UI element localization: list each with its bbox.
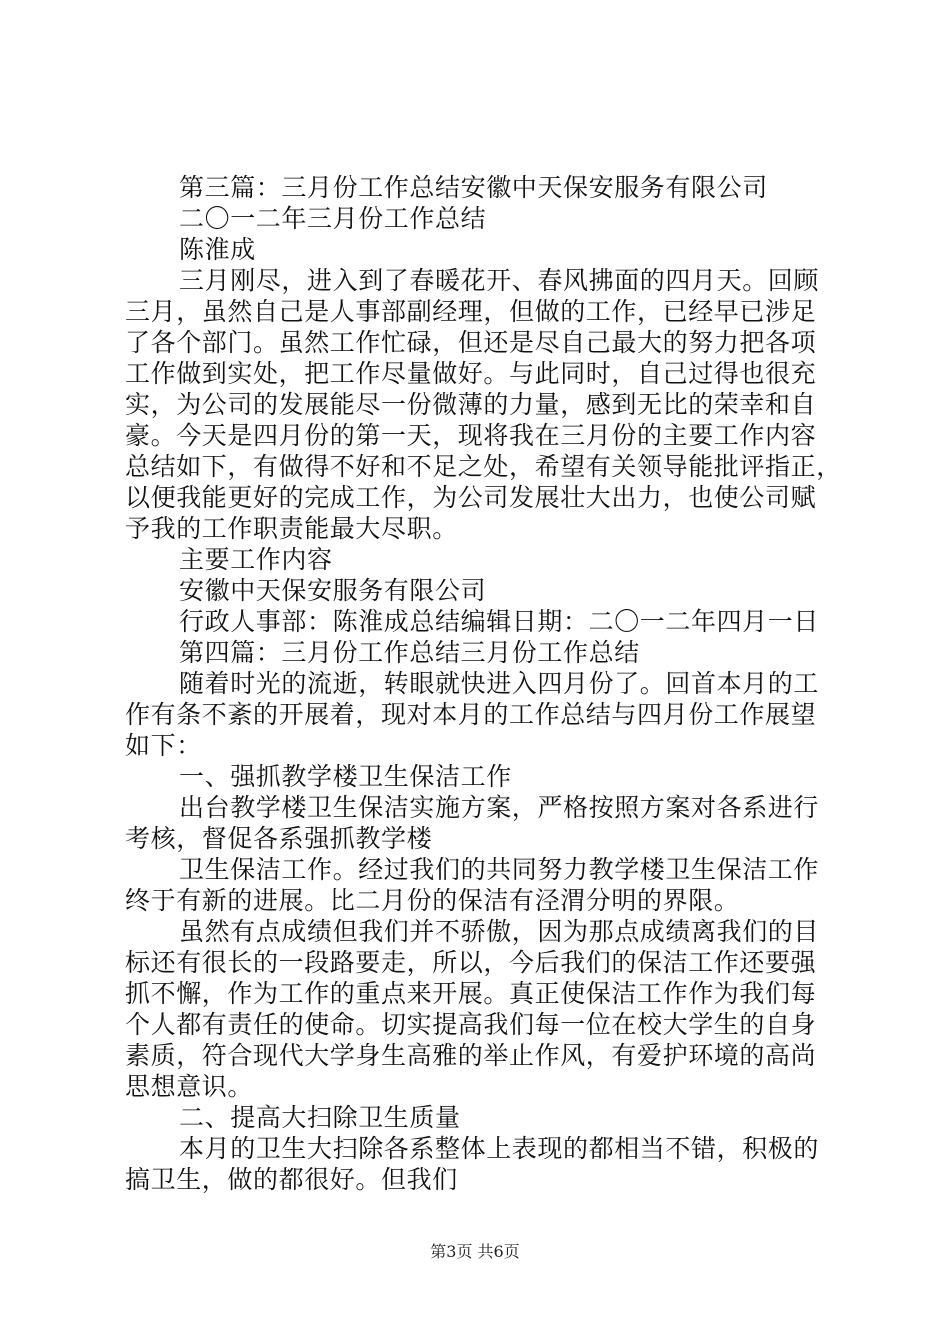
document-line: 工作做到实处，把工作尽量做好。与此同时，自己过得也很充 — [125, 359, 817, 388]
page-number-label: 第3页 共6页 — [430, 1242, 520, 1261]
document-line: 虽然有点成绩但我们并不骄傲，因为那点成绩离我们的目 — [179, 917, 820, 946]
document-line: 以便我能更好的完成工作，为公司发展壮大出力，也使公司赋 — [125, 483, 817, 512]
document-line: 总结如下，有做得不好和不足之处，希望有关领导能批评指正， — [125, 452, 842, 481]
page-footer — [0, 1242, 950, 1262]
document-line: 陈淮成 — [179, 235, 256, 264]
document-line: 出台教学楼卫生保洁实施方案，严格按照方案对各系进行 — [179, 793, 820, 822]
document-line: 考核，督促各系强抓教学楼 — [125, 824, 433, 853]
document-line: 实，为公司的发展能尽一份微薄的力量，感到无比的荣幸和自 — [125, 390, 817, 419]
document-line: 随着时光的流逝，转眼就快进入四月份了。回首本月的工 — [179, 669, 820, 698]
document-line: 思想意识。 — [125, 1072, 254, 1101]
document-line: 安徽中天保安服务有限公司 — [179, 576, 487, 605]
document-line: 行政人事部：陈淮成总结编辑日期：二〇一二年四月一日 — [179, 607, 820, 636]
document-line: 素质，符合现代大学身生高雅的举止作风，有爱护环境的高尚 — [125, 1041, 817, 1070]
document-line: 三月，虽然自己是人事部副经理，但做的工作，已经早已涉足 — [125, 297, 817, 326]
document-line: 一、强抓教学楼卫生保洁工作 — [179, 762, 512, 791]
document-line: 第四篇：三月份工作总结三月份工作总结 — [179, 638, 640, 667]
document-line: 终于有新的进展。比二月份的保洁有泾渭分明的界限。 — [125, 886, 740, 915]
document-line: 二〇一二年三月份工作总结 — [179, 204, 487, 233]
document-line: 标还有很长的一段路要走，所以，今后我们的保洁工作还要强 — [125, 948, 817, 977]
document-line: 卫生保洁工作。经过我们的共同努力教学楼卫生保洁工作 — [179, 855, 820, 884]
document-line: 作有条不紊的开展着，现对本月的工作总结与四月份工作展望 — [125, 700, 817, 729]
document-line: 本月的卫生大扫除各系整体上表现的都相当不错，积极的 — [179, 1134, 820, 1163]
document-line: 了各个部门。虽然工作忙碌，但还是尽自己最大的努力把各项 — [125, 328, 817, 357]
document-line: 个人都有责任的使命。切实提高我们每一位在校大学生的自身 — [125, 1010, 817, 1039]
document-body — [125, 172, 842, 1195]
document-line: 主要工作内容 — [179, 545, 333, 574]
document-line: 二、提高大扫除卫生质量 — [179, 1103, 461, 1132]
document-line: 抓不懈，作为工作的重点来开展。真正使保洁工作作为我们每 — [125, 979, 817, 1008]
document-line: 搞卫生，做的都很好。但我们 — [125, 1165, 458, 1194]
document-line: 豪。今天是四月份的第一天，现将我在三月份的主要工作内容 — [125, 421, 817, 450]
document-line: 如下： — [125, 731, 202, 760]
document-line: 予我的工作职责能最大尽职。 — [125, 514, 458, 543]
document-line: 第三篇：三月份工作总结安徽中天保安服务有限公司 — [179, 173, 768, 202]
document-line: 三月刚尽，进入到了春暖花开、春风拂面的四月天。回顾 — [179, 266, 820, 295]
